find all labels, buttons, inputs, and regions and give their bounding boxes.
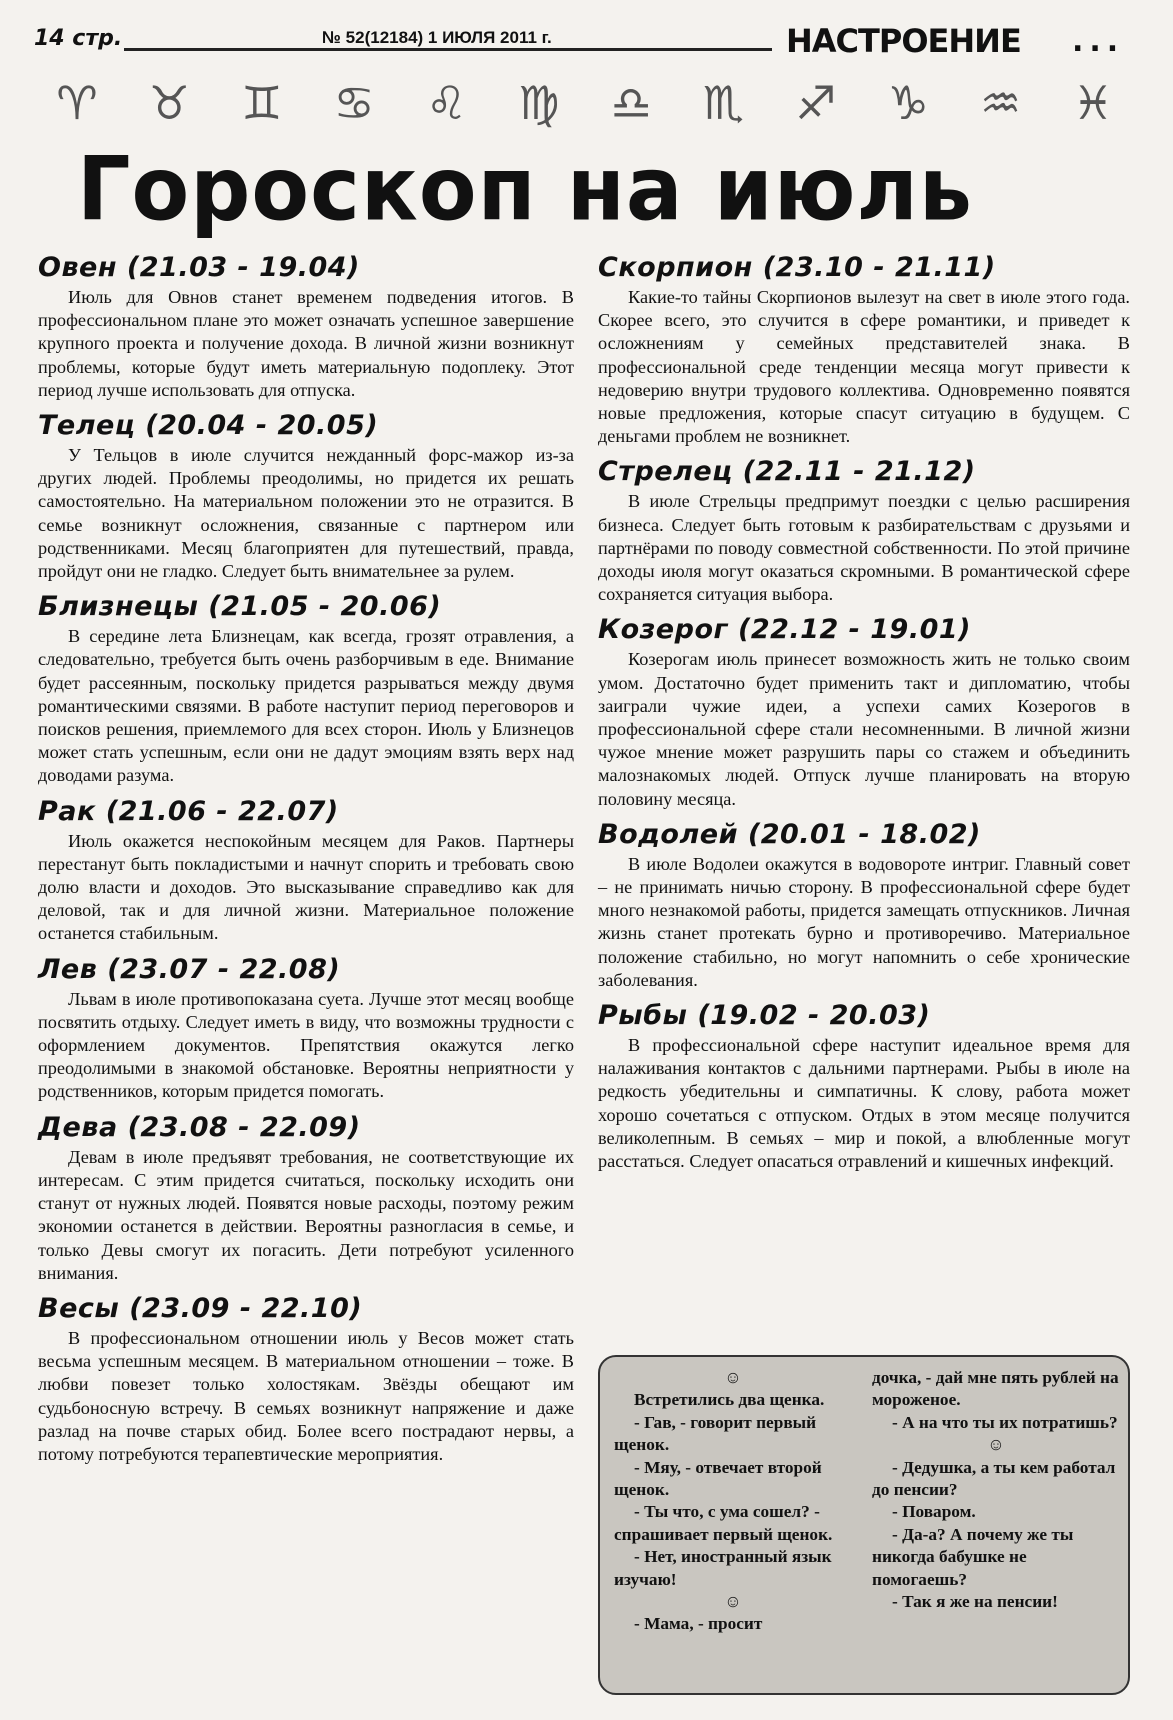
sign-heading: Дева (23.08 - 22.09) xyxy=(38,1111,361,1143)
sign-heading: Рыбы (19.02 - 20.03) xyxy=(598,1000,931,1032)
sign-heading: Лев (23.07 - 22.08) xyxy=(38,953,341,985)
aquarius-icon: ♒ xyxy=(979,76,1022,130)
sign-text: Июль окажется неспокойным месяцем для Раков. Партнеры перестанут быть покладистыми и начнут спорить и требовать свою долю власти и доходов. Это высказывание справедливо как для деловой, так и для личной жизни. Материальное положение останется стабильным. xyxy=(38,830,574,944)
sign-text: В середине лета Близнецам, как всегда, грозят отравления, а следовательно, требуется быть очень разборчивым в еде. Внимание будет рассеянным, поскольку придется разрываться между двумя романтическими связями. В работе наступит период переговоров и поисков решения, приемлемого для всех сторон. Июль у Близнецов может стать успешным, если они не дадут эмоциям взять верх над доводами разума. xyxy=(38,626,574,786)
gemini-icon: ♊ xyxy=(241,76,283,130)
libra-icon: ♎ xyxy=(610,76,652,130)
jokes-right-column xyxy=(872,1367,1120,1613)
joke-line: - Так я же на пенсии! xyxy=(892,1592,1058,1612)
sign-text: В июле Стрельцы предпримут поездки с целью расширения бизнеса. Следует быть готовым к разбирательствам с друзьями и партнёрами по поводу совместной собственности. По этой причине доходы июля могут оказаться скромными. В романтической сфере сохраняется ситуация выбора. xyxy=(598,491,1130,605)
right-column xyxy=(598,250,1130,1179)
sign-text: В профессиональной сфере наступит идеальное время для налаживания контактов с дальними партнерами. Рыбы в июле на редкость убедительны и симпатичны. К слову, работа может хорошо сочетаться с отпуском. Отдых в этом месяце получится великолепным. В семьях – мир и покой, а влюбленные могут расстаться. Следует опасаться отравлений и кишечных инфекций. xyxy=(598,1035,1130,1172)
sign-text: Какие-то тайны Скорпионов вылезут на свет в июле этого года. Скорее всего, это случится в сфере романтики, и приведет к осложнениям у семейных представителей знака. В профессиональной среде тенденции месяца могут привести к недоверию внутри трудового коллектива. Одновременно появятся новые предложения, которые спасут ситуацию в будущем. С деньгами проблем не возникнет. xyxy=(598,287,1130,447)
joke-line: Встретились два щенка. xyxy=(634,1390,825,1410)
sign-cancer xyxy=(38,794,574,946)
sagittarius-icon: ♐ xyxy=(795,76,837,130)
sign-text: В июле Водолеи окажутся в водовороте интриг. Главный совет – не принимать ничью сторону. В профессиональной сфере будет много незнакомой работы, придется замещать отпускников. Личная жизнь станет протекать бурно и противоречиво. Материальное положение стабильно, но могут напомнить о себе хронические заболевания. xyxy=(598,853,1130,990)
sign-virgo xyxy=(38,1110,574,1285)
jokes-box xyxy=(598,1355,1130,1695)
taurus-icon: ♉ xyxy=(148,76,190,130)
sign-text: Девам в июле предъявят требования, не соответствующие их интересам. С этим придется считаться, поскольку исходить они станут от нужных людей. Появятся новые расходы, поэтому режим экономии останется в действии. Вероятны разногласия в семье, и только Девы смогут их погасить. Дети потребуют усиленного внимания. xyxy=(38,1146,574,1283)
sign-text: Июль для Овнов станет временем подведения итогов. В профессиональном плане это может означать успешное завершение крупного проекта и получение дохода. В личной жизни возникнут проблемы, которые будут иметь материальную подоплеку. Этот период лучше использовать для отпуска. xyxy=(38,287,574,400)
sign-heading: Овен (21.03 - 19.04) xyxy=(38,252,360,283)
leo-icon: ♌ xyxy=(425,76,468,130)
joke-line: - Гав, - говорит первый щенок. xyxy=(614,1412,817,1455)
joke-line: - Мяу, - отвечает второй щенок. xyxy=(614,1457,822,1500)
sign-heading: Телец (20.04 - 20.05) xyxy=(38,410,379,442)
issue-line: № 52(12184) 1 ИЮЛЯ 2011 г. xyxy=(322,28,552,47)
sign-text: Львам в июле противопоказана суета. Лучше этот месяц вообще посвятить отдыху. Следует иметь в виду, что возможны трудности с оформлением документов. Препятствия окажутся легко преодолимыми в знакомой обстановке. Вероятны неприятности у родственников, которым придется помогать. xyxy=(38,988,574,1102)
rubric-dots: ... xyxy=(1072,24,1125,59)
sign-taurus xyxy=(38,408,574,583)
page-number: 14 стр. xyxy=(34,26,123,51)
sign-heading: Весы (23.09 - 22.10) xyxy=(38,1292,363,1324)
joke-line: - Да-а? А почему же ты никогда бабушке не помогаешь? xyxy=(872,1524,1074,1589)
left-column xyxy=(38,250,574,1472)
joke-line: - Нет, иностранный язык изучаю! xyxy=(614,1547,832,1589)
sign-text: Козерогам июль принесет возможность жить не только своим умом. Достаточно будет применить такт и дипломатию, чтобы заиграли чужие идеи, а успехи самих Козерогов в профессиональной сфере стали несомненными. В личной жизни чужое мнение может разрушить пары со стажем и объединить малознакомых людей. Отпуск лучше планировать на вторую половину месяца. xyxy=(598,649,1130,809)
page-title: Гороскоп на июль xyxy=(77,137,973,241)
rubric-title: НАСТРОЕНИЕ xyxy=(786,22,1021,60)
capricorn-icon: ♑ xyxy=(887,76,929,130)
smile-icon: ☺ xyxy=(724,1368,742,1387)
sign-aries xyxy=(38,250,574,402)
page-header xyxy=(34,22,1144,60)
aries-icon: ♈ xyxy=(56,76,98,130)
sign-heading: Стрелец (22.11 - 21.12) xyxy=(598,456,976,488)
pisces-icon: ♓ xyxy=(1072,76,1114,130)
sign-capricorn xyxy=(598,612,1130,810)
joke-line: - Ты что, с ума сошел? - спрашивает первый щенок. xyxy=(614,1502,833,1544)
sign-gemini xyxy=(38,589,574,787)
joke-line: - Дедушка, а ты кем работал до пенсии? xyxy=(872,1457,1116,1500)
smile-icon: ☺ xyxy=(724,1592,742,1612)
sign-libra xyxy=(38,1291,574,1466)
sign-heading: Скорпион (23.10 - 21.11) xyxy=(598,252,996,283)
virgo-icon: ♍ xyxy=(518,76,560,130)
sign-heading: Козерог (22.12 - 19.01) xyxy=(598,614,971,646)
sign-heading: Рак (21.06 - 22.07) xyxy=(38,795,339,827)
scorpio-icon: ♏ xyxy=(702,76,745,130)
sign-sagittarius xyxy=(598,454,1130,606)
sign-heading: Водолей (20.01 - 18.02) xyxy=(598,818,981,850)
header-rule xyxy=(124,48,772,51)
sign-text: В профессиональном отношении июль у Весов может стать весьма успешным месяцем. В материальном отношении – тоже. В любви повезет только холостякам. Звёзды обещают им судьбоносную встречу. В семьях возникнут напряжение и даже разлад на почве старых обид. Более всего пострадают нервы, а потому потребуются терапевтические мероприятия. xyxy=(38,1327,574,1464)
sign-heading: Близнецы (21.05 - 20.06) xyxy=(38,591,442,623)
joke-line: - Мама, - просит xyxy=(634,1614,763,1634)
cancer-icon: ♋ xyxy=(333,76,375,130)
sign-scorpio xyxy=(598,250,1130,448)
sign-pisces xyxy=(598,998,1130,1173)
zodiac-icon-strip xyxy=(40,70,1130,138)
joke-line: дочка, - дай мне пять рублей на мороженое. xyxy=(872,1368,1119,1410)
sign-text: У Тельцов в июле случится нежданный форс-мажор из-за других людей. Проблемы преодолимы, но придется их решать самостоятельно. На материальном положении это не отразится. В семье возникнут осложнения, связанные с партнером или родственниками. Месяц благоприятен для путешествий, правда, пройдут они не гладко. Следует быть внимательнее за рулем. xyxy=(38,445,574,582)
joke-line: - А на что ты их потратишь? xyxy=(892,1412,1118,1432)
sign-aquarius xyxy=(598,817,1130,992)
jokes-left-column xyxy=(614,1367,852,1636)
smile-icon: ☺ xyxy=(987,1435,1005,1455)
joke-line: - Поваром. xyxy=(892,1502,976,1522)
sign-leo xyxy=(38,952,574,1104)
